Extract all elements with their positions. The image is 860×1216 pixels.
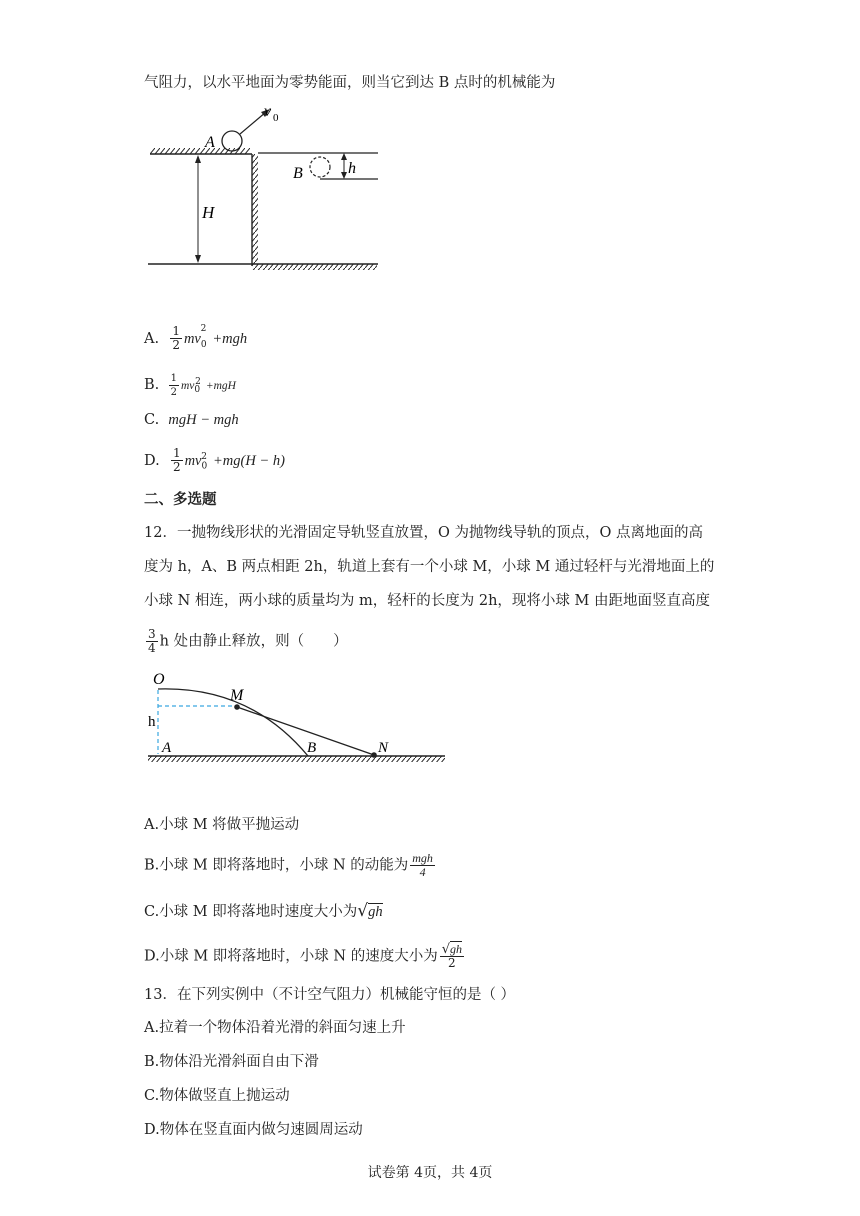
- figure-parabolic-track: [140, 668, 450, 773]
- fig1-label-v: v: [264, 103, 272, 120]
- question-11-stem-tail: 气阻力，以水平地面为零势能面，则当它到达 B 点时的机械能为: [144, 75, 556, 91]
- option-11-d[interactable]: D. $\frac{1}{2}$ $mv_0^2 +mg(H - h)$: [144, 446, 285, 475]
- fig1-label-h: h: [348, 160, 356, 177]
- q13-stem: 13．在下列实例中（不计空气阻力）机械能守恒的是（ ）: [144, 987, 516, 1003]
- fig1-label-H: H: [202, 203, 215, 222]
- option-12-d[interactable]: D.小球 M 即将落地时，小球 N 的速度大小为 $\frac{√gh}{2}$: [144, 942, 462, 970]
- fig2-label-N: N: [378, 740, 389, 756]
- option-13-d[interactable]: D.物体在竖直面内做匀速圆周运动: [144, 1122, 363, 1138]
- q12-line-3: 小球 N 相连，两小球的质量均为 m，轻杆的长度为 2h，现将小球 M 由距地面竖直高度: [144, 593, 710, 609]
- page-footer: 试卷第 4页，共 4页: [367, 1165, 493, 1181]
- q12-line-4: $\frac{3}{4}$ h 处由静止释放，则（ ）: [148, 627, 348, 655]
- q12-line-1: 12．一抛物线形状的光滑固定导轨竖直放置，O 为抛物线导轨的顶点，O 点离地面的高: [144, 525, 703, 541]
- option-12-c[interactable]: C.小球 M 即将落地时速度大小为√gh: [144, 901, 383, 921]
- option-13-b[interactable]: B.物体沿光滑斜面自由下滑: [144, 1054, 319, 1070]
- fig2-label-A: A: [162, 740, 172, 756]
- fig1-label-v-sub: 0: [273, 112, 279, 124]
- fig2-label-O: O: [153, 671, 165, 688]
- q12-line-2: 度为 h，A、B 两点相距 2h，轨道上套有一个小球 M，小球 M 通过轻杆与光滑地面上的: [144, 559, 715, 575]
- figure-cliff-projectile: [140, 100, 400, 275]
- option-12-b[interactable]: B.小球 M 即将落地时，小球 N 的动能为 $\frac{\text{mgh}}{4}$: [144, 851, 433, 879]
- fig1-label-A: A: [205, 134, 215, 151]
- fig2-label-B: B: [307, 740, 317, 756]
- option-13-a[interactable]: A.拉着一个物体沿着光滑的斜面匀速上升: [144, 1020, 406, 1036]
- option-12-a[interactable]: A.小球 M 将做平抛运动: [144, 817, 300, 833]
- fig1-label-B: B: [293, 165, 303, 182]
- option-13-c[interactable]: C.物体做竖直上抛运动: [144, 1088, 290, 1104]
- fig2-label-h: h: [148, 714, 156, 730]
- option-11-b[interactable]: B. $\frac{1}{2}$ $mv_0^2 +mgH$: [144, 373, 236, 399]
- section-title: 二、多选题: [144, 491, 217, 508]
- option-11-a[interactable]: A. $\frac{1}{2}$ $mv_0^2+mgh$: [144, 324, 248, 353]
- option-11-c[interactable]: C. mgH − mgh: [144, 412, 239, 428]
- fig2-label-M: M: [230, 687, 244, 704]
